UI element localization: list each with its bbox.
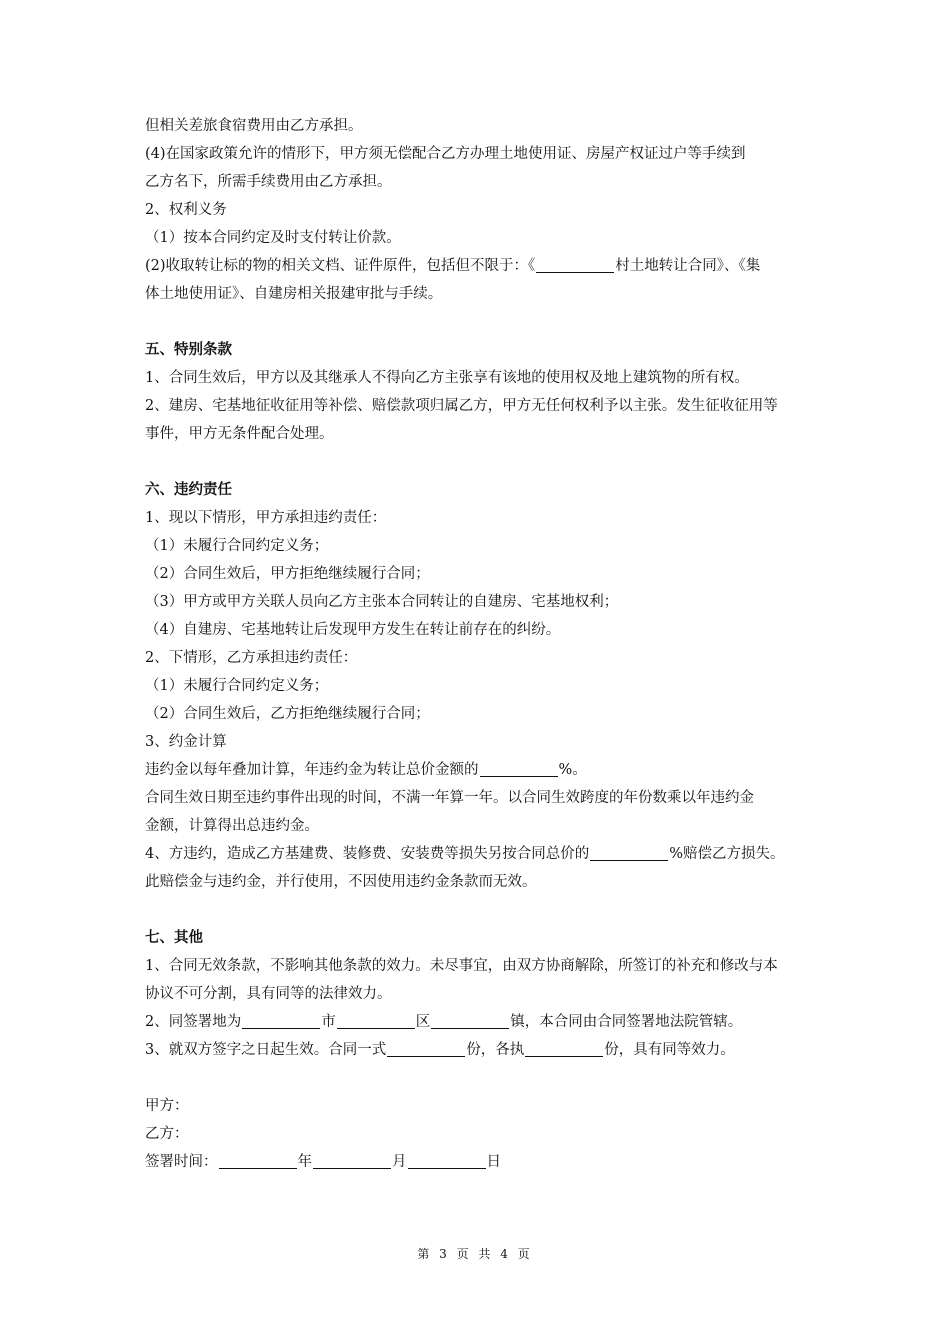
paragraph-line [145,252,825,280]
paragraph-line: 1、合同无效条款，不影响其他条款的效力。未尽事宜，由双方协商解除，所签订的补充和修改与本 [145,958,778,974]
paragraph-line [145,1036,825,1064]
text-segment: 3、就双方签字之日起生效。合同一式 [145,1042,387,1058]
text-segment: 份，具有同等效力。 [604,1042,735,1058]
paragraph-line: （1）未履行合同约定义务； [145,678,329,694]
party-a-label: 甲方： [145,1098,189,1114]
month-label: 月 [392,1154,407,1170]
year-label: 年 [297,1154,312,1170]
section-heading-special-terms: 五、特别条款 [145,342,232,358]
paragraph-line: 事件，甲方无条件配合处理。 [145,426,334,442]
fill-blank [590,842,668,861]
document-body [145,112,825,1176]
paragraph-line: （1）按本合同约定及时支付转让价款。 [145,230,401,246]
text-segment: 违约金以每年叠加计算，年违约金为转让总价金额的 [145,762,479,778]
text-segment: %。 [558,762,587,778]
section-heading-other: 七、其他 [145,930,203,946]
signing-time-label: 签署时间： [145,1154,218,1170]
paragraph-line: 1、现以下情形，甲方承担违约责任： [145,510,387,526]
paragraph-line: 2、建房、宅基地征收征用等补偿、赔偿款项归属乙方，甲方无任何权利予以主张。发生征收征用等 [145,398,778,414]
fill-blank [242,1010,320,1029]
paragraph-line: （2）合同生效后，甲方拒绝继续履行合同； [145,566,430,582]
fill-blank [536,254,614,273]
paragraph-line: 3、约金计算 [145,734,227,750]
paragraph-line: 2、下情形，乙方承担违约责任： [145,650,358,666]
fill-blank-month [313,1150,391,1169]
paragraph-line [145,756,825,784]
paragraph-line: 此赔偿金与违约金，并行使用，不因使用违约金条款而无效。 [145,874,537,890]
text-segment: 4、方违约，造成乙方基建费、装修费、安装费等损失另按合同总价的 [145,846,590,862]
paragraph-line: （2）合同生效后，乙方拒绝继续履行合同； [145,706,430,722]
paragraph-line: 合同生效日期至违约事件出现的时间，不满一年算一年。以合同生效跨度的年份数乘以年违约金 [145,790,754,806]
fill-blank-year [219,1150,297,1169]
text-segment: 份，各执 [466,1042,525,1058]
party-b-label: 乙方： [145,1126,189,1142]
text-segment: 镇，本合同由合同签署地法院管辖。 [510,1014,743,1030]
text-segment: 区 [415,1014,431,1030]
paragraph-line [145,840,825,868]
paragraph-line: 体土地使用证》、自建房相关报建审批与手续。 [145,286,443,302]
paragraph-line: 1、合同生效后，甲方以及其继承人不得向乙方主张享有该地的使用权及地上建筑物的所有权。 [145,370,749,386]
page-number-footer: 第 3 页 共 4 页 [417,1247,533,1261]
paragraph-line [145,1008,825,1036]
fill-blank [431,1010,509,1029]
section-heading-liability: 六、违约责任 [145,482,232,498]
signing-date-line [145,1148,825,1176]
paragraph-line: 金额，计算得出总违约金。 [145,818,319,834]
fill-blank [337,1010,415,1029]
fill-blank [387,1038,465,1057]
paragraph-line: 协议不可分割，具有同等的法律效力。 [145,986,392,1002]
text-segment: 市 [321,1014,336,1030]
subheading-rights: 2、权利义务 [145,202,227,218]
paragraph-line: (4)在国家政策允许的情形下，甲方须无偿配合乙方办理土地使用证、房屋产权证过户等手续到 [145,146,746,162]
text-segment: 2、同签署地为 [145,1014,242,1030]
text-segment: %赔偿乙方损失。 [669,846,785,862]
paragraph-line: （4）自建房、宅基地转让后发现甲方发生在转让前存在的纠纷。 [145,622,561,638]
paragraph-line: 乙方名下，所需手续费用由乙方承担。 [145,174,392,190]
paragraph-line: （1）未履行合同约定义务； [145,538,329,554]
day-label: 日 [486,1154,501,1170]
fill-blank [480,758,558,777]
fill-blank [525,1038,603,1057]
text-segment: (2)收取转让标的物的相关文档、证件原件，包括但不限于：《 [145,258,536,274]
paragraph-line: （3）甲方或甲方关联人员向乙方主张本合同转让的自建房、宅基地权利； [145,594,619,610]
text-segment: 村土地转让合同》、《集 [615,258,761,274]
paragraph-line: 但相关差旅食宿费用由乙方承担。 [145,118,363,134]
fill-blank-day [408,1150,486,1169]
